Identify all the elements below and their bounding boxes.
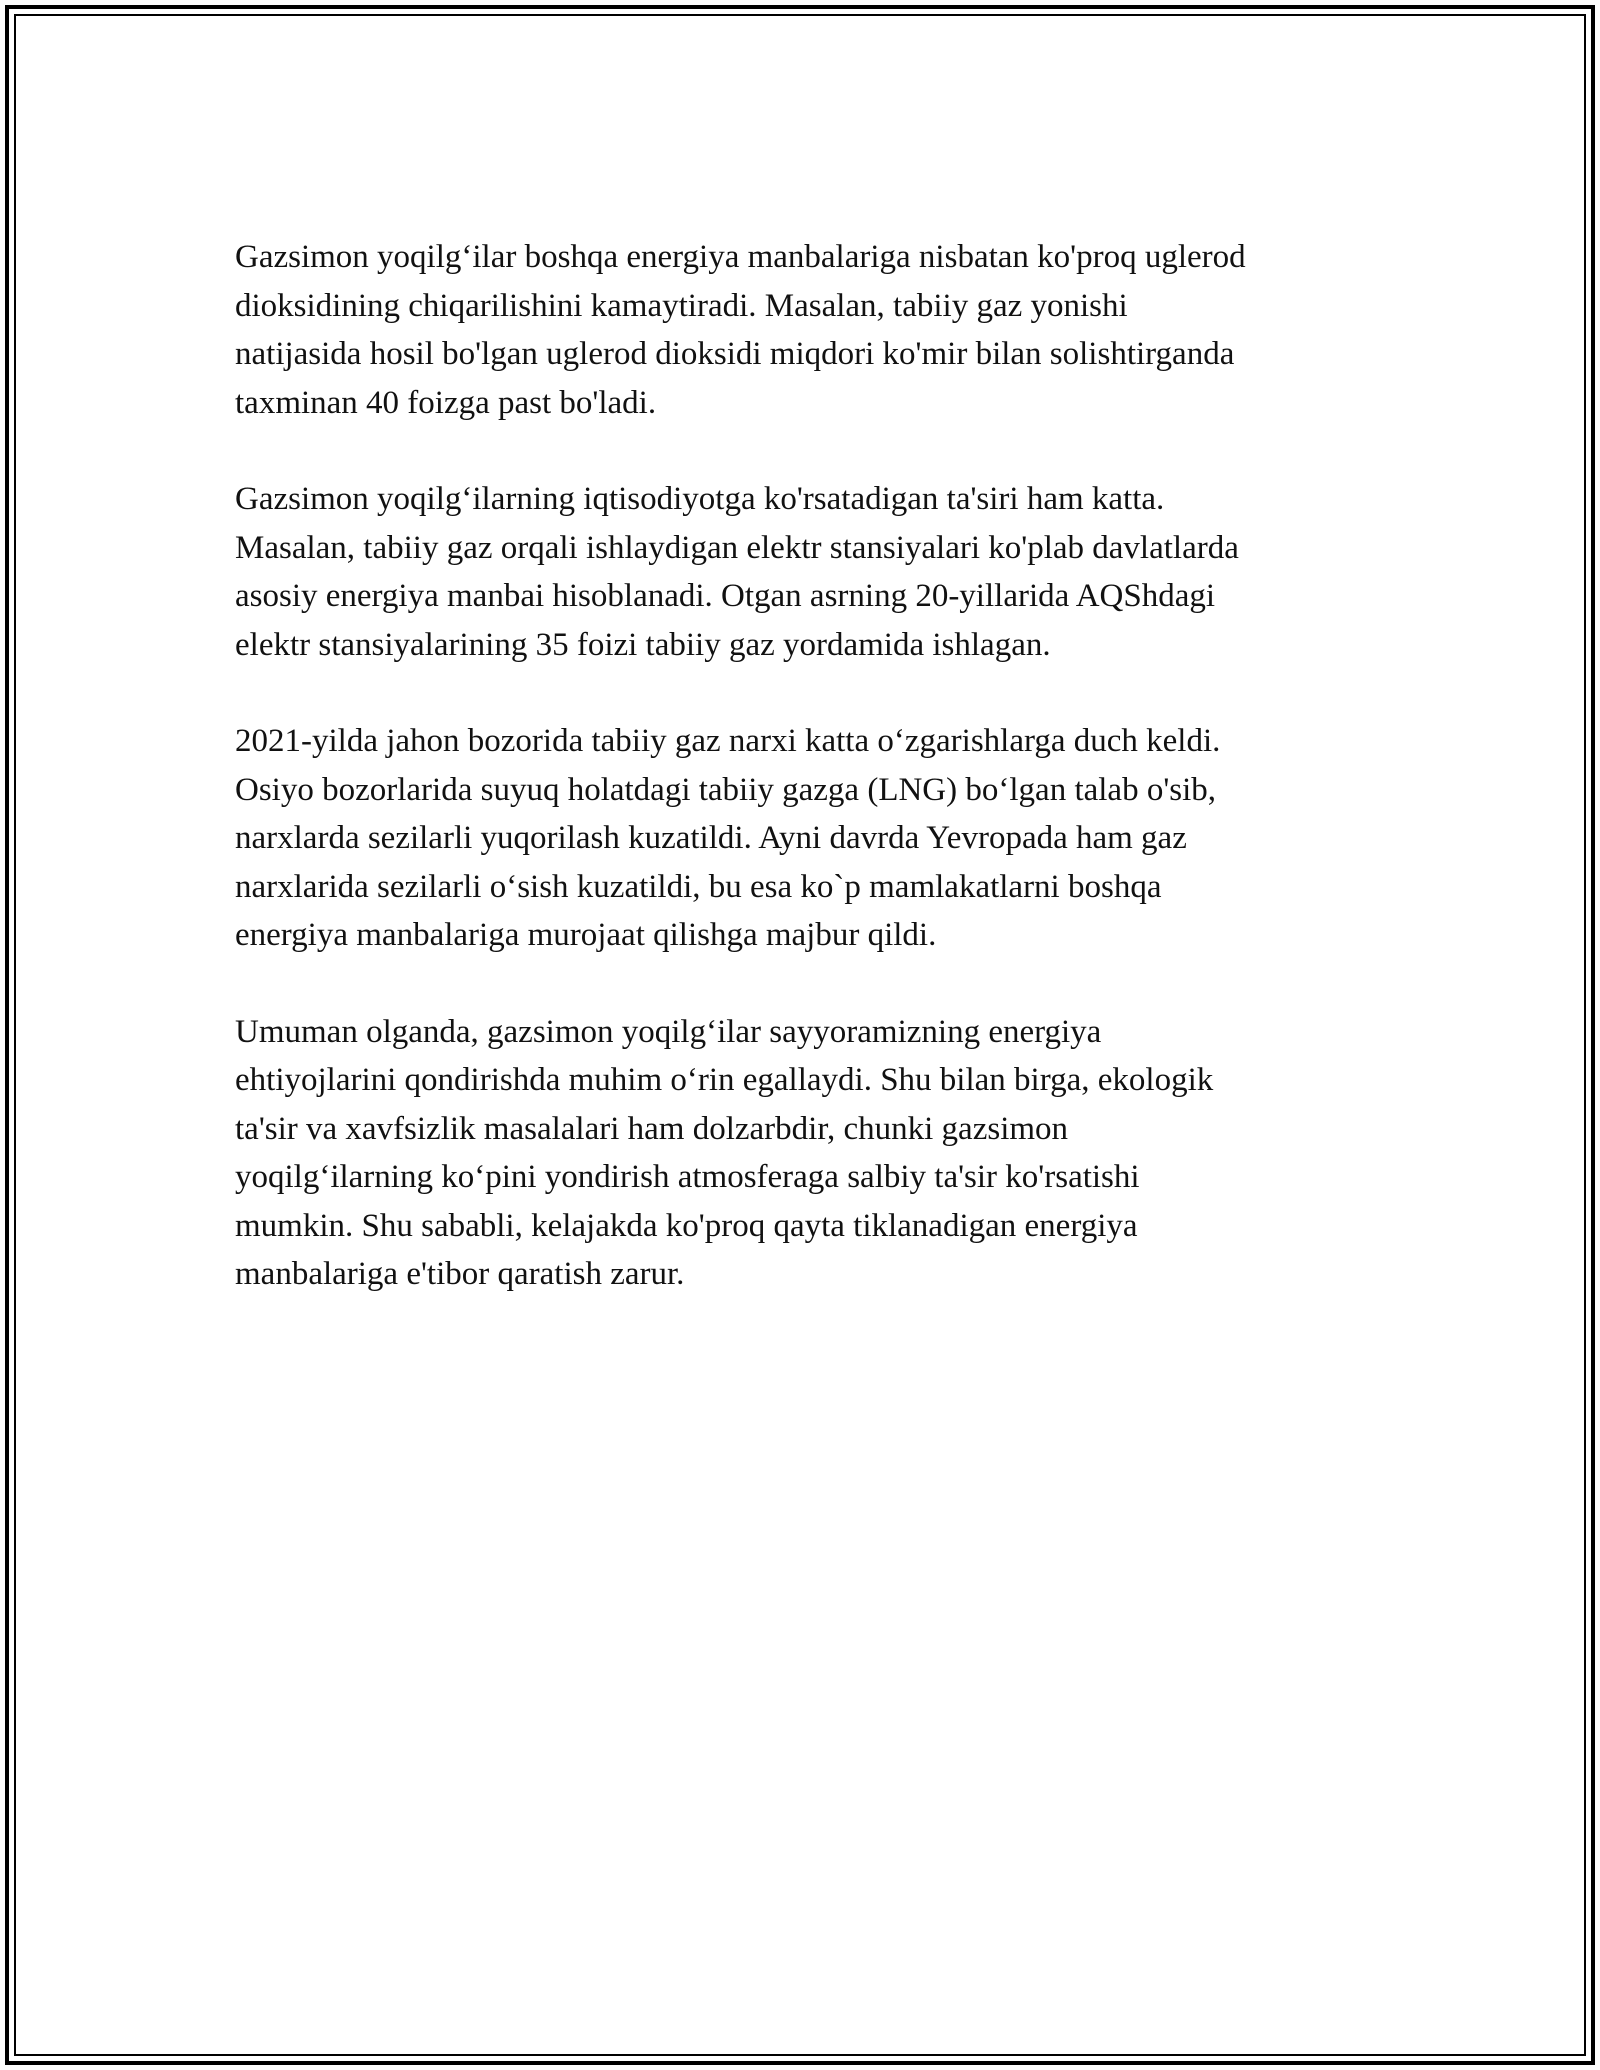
text-line: manbalariga e'tibor qaratish zarur. xyxy=(235,1256,685,1292)
text-line: narxlarda sezilarli yuqorilash kuzatildi. Ayni davrda Yevropada ham gaz xyxy=(235,820,1187,856)
text-line: asosiy energiya manbai hisoblanadi. Otgan asrning 20-yillarida AQShdagi xyxy=(235,578,1216,614)
text-line: yoqilg‘ilarning ko‘pini yondirish atmosferaga salbiy ta'sir ko'rsatishi xyxy=(235,1159,1140,1195)
paragraph-3 xyxy=(235,717,1375,960)
paragraph-4 xyxy=(235,1008,1375,1299)
text-line: ehtiyojlarini qondirishda muhim o‘rin egallaydi. Shu bilan birga, ekologik xyxy=(235,1062,1214,1098)
text-line: natijasida hosil bo'lgan uglerod dioksidi miqdori ko'mir bilan solishtirganda xyxy=(235,336,1235,372)
text-line: narxlarida sezilarli o‘sish kuzatildi, bu esa ko`p mamlakatlarni boshqa xyxy=(235,868,1162,905)
text-line: elektr stansiyalarining 35 foizi tabiiy gaz yordamida ishlagan. xyxy=(235,626,1051,663)
text-line: Masalan, tabiiy gaz orqali ishlaydigan elektr stansiyalari ko'plab davlatlarda xyxy=(235,529,1239,566)
text-line: energiya manbalariga murojaat qilishga majbur qildi. xyxy=(235,917,937,953)
text-line: 2021-yilda jahon bozorida tabiiy gaz narxi katta o‘zgarishlarga duch keldi. xyxy=(235,723,1221,759)
text-line: Osiyo bozorlarida suyuq holatdagi tabiiy gazga (LNG) bo‘lgan talab o'sib, xyxy=(235,771,1217,808)
text-line: ta'sir va xavfsizlik masalalari ham dolzarbdir, chunki gazsimon xyxy=(235,1110,1069,1147)
text-line: Gazsimon yoqilg‘ilar boshqa energiya manbalariga nisbatan ko'proq uglerod xyxy=(235,239,1246,275)
paragraph-1 xyxy=(235,233,1375,427)
text-line: dioksidining chiqarilishini kamaytiradi. Masalan, tabiiy gaz yonishi xyxy=(235,287,1128,324)
text-line: taxminan 40 foizga past bo'ladi. xyxy=(235,384,657,421)
text-line: Gazsimon yoqilg‘ilarning iqtisodiyotga ko'rsatadigan ta'siri ham katta. xyxy=(235,481,1165,517)
document-body xyxy=(235,233,1375,1347)
paragraph-2 xyxy=(235,475,1375,669)
text-line: mumkin. Shu sababli, kelajakda ko'proq qayta tiklanadigan energiya xyxy=(235,1207,1138,1244)
text-line: Umuman olganda, gazsimon yoqilg‘ilar sayyoramizning energiya xyxy=(235,1013,1102,1050)
